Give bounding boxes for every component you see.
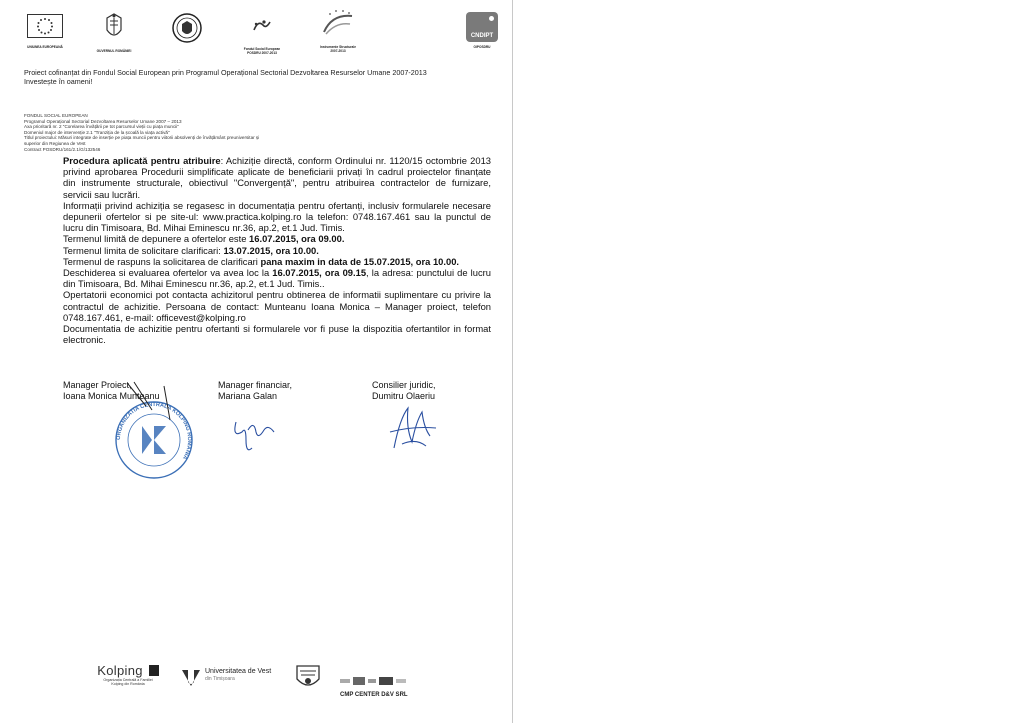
clarification-request-date: 13.07.2015, ora 10.00.	[223, 244, 319, 256]
clarification-response-text: Termenul de raspuns la solicitarea de clarificari	[63, 255, 261, 267]
eu-flag-icon	[27, 14, 63, 38]
intro-block	[24, 69, 494, 86]
svg-text:ORGANIZATIA CENTRALA KOLPING R: ORGANIZATIA CENTRALA KOLPING ROMANIA	[115, 401, 193, 461]
cndipt-badge-icon	[466, 12, 498, 42]
deadline-text: Termenul limită de depunere a ofertelor este	[63, 233, 250, 245]
gov-logo	[92, 12, 136, 54]
intro-line-2: Investește în oameni!	[24, 76, 93, 86]
signature-block-financial	[218, 380, 292, 402]
legal-name: Dumitru Olaeriu	[372, 391, 436, 401]
round-seal-icon	[171, 12, 203, 44]
opening-date: 16.07.2015, ora 09.15	[272, 267, 367, 279]
kolping-footer-logo	[88, 663, 168, 686]
paragraph-clarification-request	[63, 245, 491, 256]
cmp-bars-icon	[340, 677, 410, 685]
kolping-sub-1: Organizația Centrală a Familiei	[103, 678, 153, 682]
paragraph-opening	[63, 267, 491, 289]
project-info-line: Contract POSDRU/161/2.1/G/132546	[24, 146, 101, 152]
fse-caption-2: POSDRU 2007-2013	[247, 50, 277, 55]
manager-title: Manager Proiect,	[63, 380, 132, 390]
instrumente-swirl-icon	[318, 8, 358, 38]
kolping-sub-2: Kolping din România	[111, 682, 145, 687]
opening-address: , la adresa: punctului de lucru din Timisoara, Bd. Mihai Eminescu nr.36, ap.2, et.1 Jud. Timis..	[63, 267, 491, 290]
paragraph-info: Informații privind achiziția se regasesc in documentația pentru ofertanți, inclusiv formularele necesare depunerii ofertelor si pe site-ul: www.practica.kolping.ro la telefon: 0748.167.461 sau la punctul de lucru din Timisoara, Bd. Mihai Eminescu nr.36, ap.2, et.1 Jud. Timis.	[63, 199, 491, 234]
instrumente-logo	[308, 8, 368, 53]
project-info-line: Titlul proiectului: Măsuri integrate de inserție pe piața muncii pentru viitorii absolvenți de învățământ preuniversitar și	[24, 135, 260, 141]
financial-name: Mariana Galan	[218, 391, 278, 401]
procedure-text: : Achiziție directă, conform Ordinului nr. 1120/15 octombrie 2013 privind aprobarea Procedurii simplificate aplicate de beneficiarii privați în cadrul proiectelor finanțate din instrumente structurale, obiectivul "Convergență", pentru atribuirea contractelor de furnizare, servicii sau lucrări.	[63, 155, 492, 200]
signature-olaeriu-icon	[382, 398, 442, 458]
cndipt-logo	[462, 12, 502, 50]
kolping-name: Kolping	[97, 663, 143, 678]
clarification-response-date: pana maxim in data de 15.07.2015, ora 10.00.	[260, 255, 460, 267]
cmp-name: CMP CENTER D&V SRL	[340, 692, 408, 698]
cndipt-label: CNDIPT	[470, 33, 494, 39]
procedure-label: Procedura aplicată pentru atribuire	[63, 155, 221, 166]
clarification-request-text: Termenul limita de solicitare clarificari:	[63, 244, 224, 256]
deadline-date: 16.07.2015, ora 09.00	[249, 233, 342, 245]
fse-figure-icon	[250, 18, 274, 34]
blank-page	[512, 0, 1024, 723]
uvt-emblem-icon	[180, 668, 202, 688]
eu-caption: UNIUNEA EUROPEANĂ	[27, 45, 63, 49]
signature-galan-icon	[230, 410, 280, 460]
instr-caption-2: 2007-2013	[330, 48, 346, 53]
coat-of-arms-icon	[104, 12, 124, 42]
project-info-line: Programul Operațional Sectorial Dezvoltarea Resurselor Umane 2007 – 2013	[24, 118, 182, 124]
paragraph-procedure	[63, 155, 491, 200]
paragraph-deadline	[63, 233, 491, 244]
uvt-footer-logo	[180, 668, 280, 688]
announcement-body	[63, 155, 491, 345]
paragraph-documentation: Documentatia de achizitie pentru ofertanti si formularele vor fi puse la dispozitia ofertantilor in format electronic.	[63, 323, 491, 346]
project-info-line: FONDUL SOCIAL EUROPEAN	[24, 113, 88, 118]
project-info-line: Domeniul major de intervenție 2.1 "Tranziția de la școală la viața activă"	[24, 129, 170, 135]
gov-caption: GUVERNUL ROMÂNIEI	[96, 49, 132, 53]
paragraph-clarification-response	[63, 256, 491, 267]
intro-line-1: Proiect cofinanțat din Fondul Social European prin Programul Operațional Sectorial Dezvoltarea Resurselor Umane 2007-2013	[24, 68, 427, 77]
project-info-line: Axa prioritară nr. 2 "Corelarea învățării pe tot parcursul vieții cu piața muncii"	[24, 124, 179, 130]
project-info	[24, 113, 324, 152]
uvt-name: Universitatea de Vest	[205, 668, 272, 675]
crest-footer-icon	[294, 663, 322, 691]
cmp-footer-logo	[340, 672, 430, 698]
project-info-line: superior din Regiunea de Vest	[24, 140, 86, 146]
financial-title: Manager financiar,	[218, 380, 293, 390]
uvt-sub: din Timișoara	[205, 676, 235, 682]
kolping-stamp-icon	[108, 380, 200, 490]
kolping-k-icon	[149, 665, 159, 676]
legal-title: Consilier juridic,	[372, 380, 436, 390]
paragraph-contact: Opertatorii economici pot contacta achizitorul pentru obtinerea de informatii suplimentare cu privire la contractul de achizitie. Persoana de contact: Munteanu Ioana Monica – Manager proiect, telefon 0748.167.461, e-mail: officevest@kolping.ro	[63, 289, 491, 323]
eu-logo	[20, 14, 70, 50]
fse-caption-1: Fondul Social European	[243, 47, 281, 51]
opening-text: Deschiderea si evaluarea ofertelor va avea loc la	[63, 267, 273, 279]
fse-logo	[232, 18, 292, 55]
cndipt-caption: OIPOSDRU	[473, 45, 491, 49]
seal-logo	[170, 12, 204, 49]
instr-caption-1: Instrumente Structurale	[320, 45, 356, 49]
deadline-end: .	[341, 233, 345, 245]
manager-name: Ioana Monica Munteanu	[63, 391, 160, 401]
